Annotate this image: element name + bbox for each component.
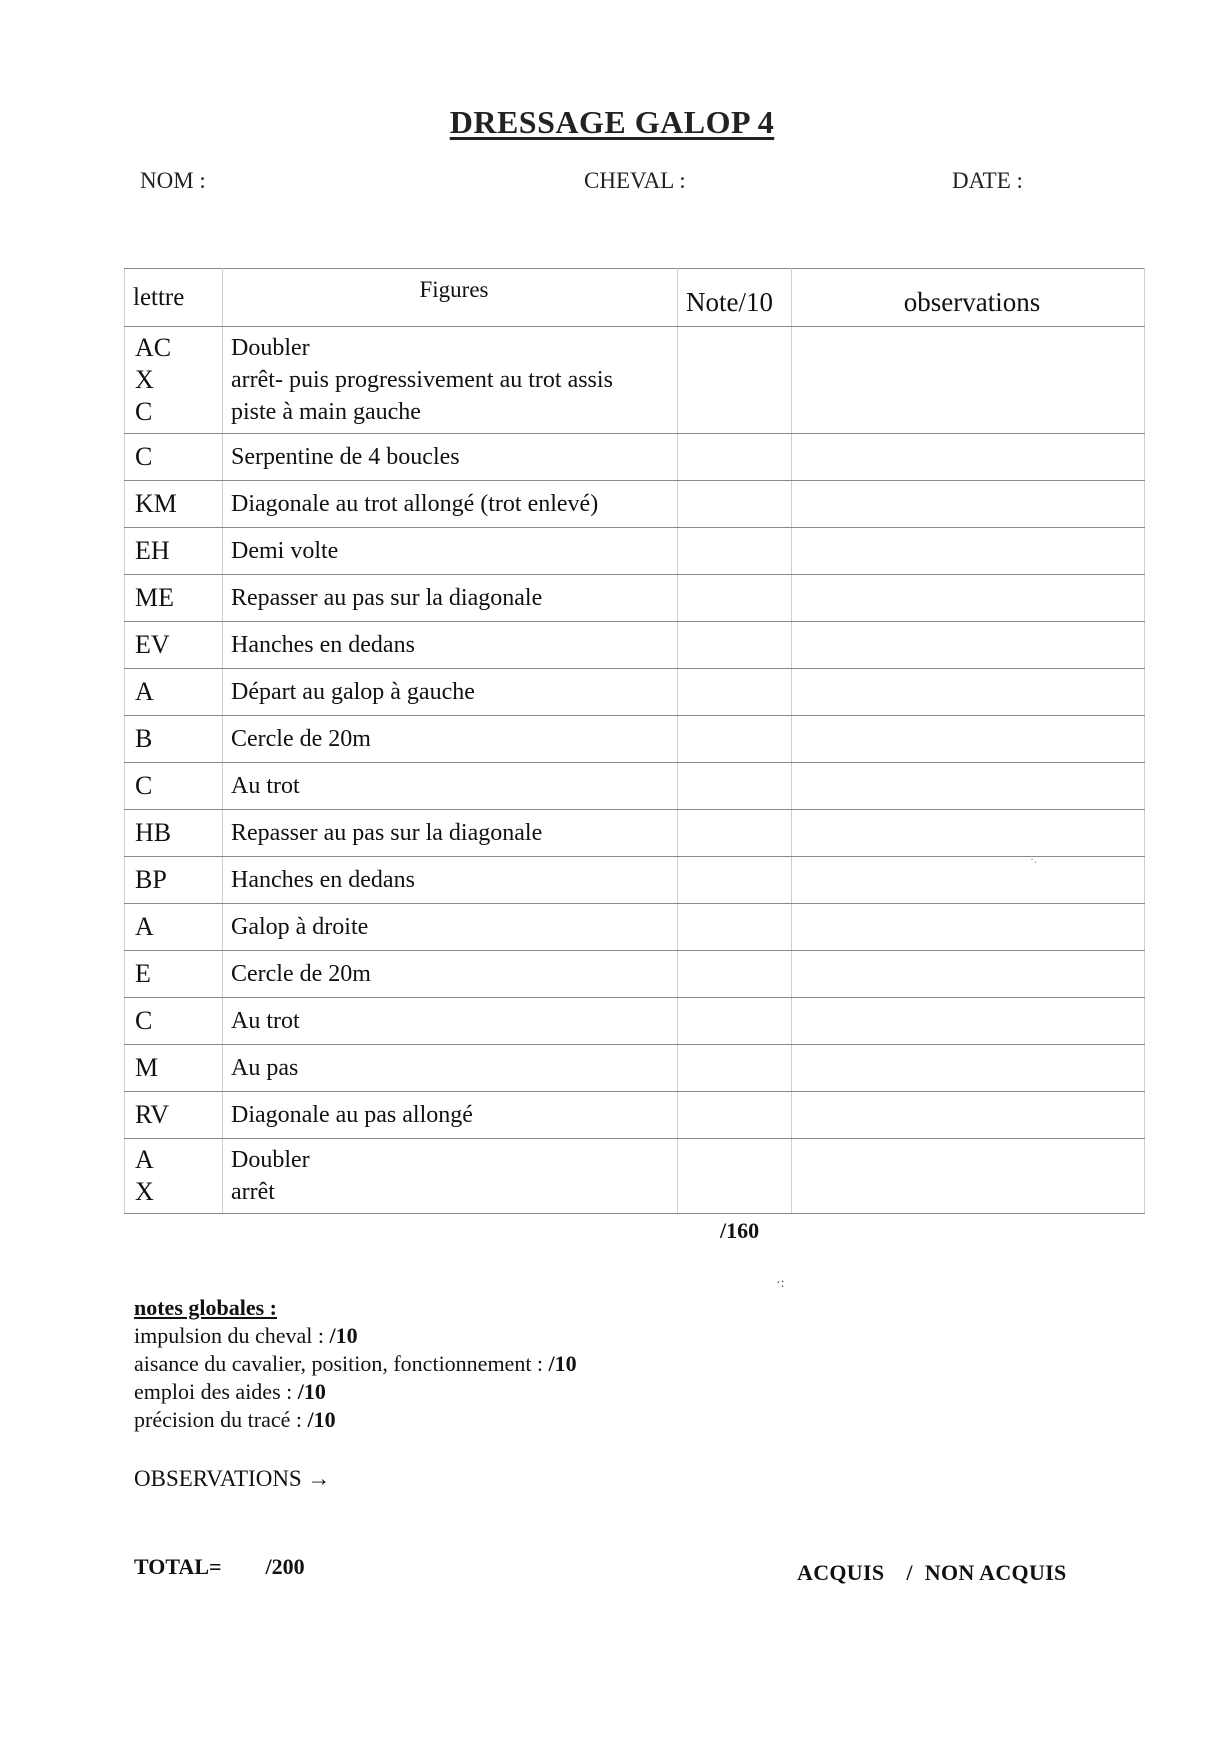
result-line	[797, 1560, 1067, 1586]
notes-globales-title: notes globales :	[134, 1295, 277, 1320]
cell-figure	[223, 434, 678, 481]
page-title: DRESSAGE GALOP 4	[449, 104, 775, 140]
cell-lettre	[125, 716, 223, 763]
cell-figure	[223, 857, 678, 904]
note-globale-label: emploi des aides :	[134, 1379, 293, 1404]
cell-note[interactable]	[678, 1092, 792, 1139]
date-field-label: DATE :	[952, 168, 1023, 193]
nom-field-label: NOM :	[140, 168, 206, 193]
cell-note[interactable]	[678, 1045, 792, 1092]
cell-lettre	[125, 622, 223, 669]
table-row	[125, 951, 1145, 998]
cell-note[interactable]	[678, 951, 792, 998]
figure-text: Repasser au pas sur la diagonale	[231, 585, 543, 611]
cell-observations[interactable]	[792, 1045, 1145, 1092]
table-row	[125, 1045, 1145, 1092]
table-row	[125, 575, 1145, 622]
col-header-lettre: lettre	[125, 269, 223, 327]
figure-text: Diagonale au trot allongé (trot enlevé)	[231, 491, 599, 517]
cell-observations[interactable]	[792, 575, 1145, 622]
cell-observations[interactable]	[792, 1092, 1145, 1139]
cell-figure	[223, 1092, 678, 1139]
cell-observations[interactable]	[792, 669, 1145, 716]
figure-text: Doubler	[231, 335, 310, 361]
cell-note[interactable]	[678, 998, 792, 1045]
note-globale-label: impulsion du cheval :	[134, 1323, 325, 1348]
cell-figure	[223, 528, 678, 575]
note-globale-score: /10	[548, 1351, 577, 1376]
observations-label: OBSERVATIONS →	[134, 1466, 331, 1491]
cell-observations[interactable]	[792, 716, 1145, 763]
cell-lettre	[125, 810, 223, 857]
lettre-text: M	[135, 1053, 159, 1082]
figure-text: Cercle de 20m	[231, 726, 371, 752]
lettre-text: E	[135, 959, 151, 988]
scan-speck: ·:	[776, 1276, 785, 1291]
figure-text: arrêt- puis progressivement au trot assis	[231, 367, 613, 393]
lettre-text: A	[135, 677, 154, 706]
table-row	[125, 622, 1145, 669]
lettre-text: A	[135, 1145, 154, 1174]
cell-lettre	[125, 904, 223, 951]
cell-figure	[223, 1139, 678, 1214]
cell-lettre	[125, 1092, 223, 1139]
figure-text: piste à main gauche	[231, 399, 421, 425]
cell-observations[interactable]	[792, 810, 1145, 857]
lettre-text: RV	[135, 1100, 170, 1129]
cell-observations[interactable]	[792, 904, 1145, 951]
cell-observations[interactable]	[792, 951, 1145, 998]
cell-note[interactable]	[678, 327, 792, 434]
lettre-text: C	[135, 1006, 153, 1035]
cheval-field-label: CHEVAL :	[584, 168, 686, 193]
cell-note[interactable]	[678, 575, 792, 622]
note-globale-score: /10	[329, 1323, 358, 1348]
cell-observations[interactable]	[792, 1139, 1145, 1214]
lettre-text: X	[135, 1177, 154, 1206]
cell-observations[interactable]	[792, 434, 1145, 481]
cell-figure	[223, 716, 678, 763]
cell-observations[interactable]	[792, 622, 1145, 669]
figure-text: Départ au galop à gauche	[231, 679, 475, 705]
cell-note[interactable]	[678, 434, 792, 481]
table-header-row	[125, 269, 1145, 327]
cell-figure	[223, 810, 678, 857]
cell-lettre	[125, 669, 223, 716]
cell-note[interactable]	[678, 810, 792, 857]
table-row	[125, 434, 1145, 481]
figure-text: Au pas	[231, 1055, 299, 1081]
cell-lettre	[125, 1139, 223, 1214]
figure-text: Au trot	[231, 1008, 300, 1034]
total-label: TOTAL=	[134, 1554, 222, 1579]
cell-figure	[223, 481, 678, 528]
cell-lettre	[125, 528, 223, 575]
figure-text: Diagonale au pas allongé	[231, 1102, 473, 1128]
figure-text: Galop à droite	[231, 914, 369, 940]
lettre-text: KM	[135, 489, 177, 518]
cell-note[interactable]	[678, 763, 792, 810]
table-row	[125, 810, 1145, 857]
table-row	[125, 904, 1145, 951]
cell-note[interactable]	[678, 857, 792, 904]
note-globale-item	[134, 1322, 577, 1350]
figure-text: Hanches en dedans	[231, 867, 415, 893]
lettre-text: ME	[135, 583, 174, 612]
lettre-text: EV	[135, 630, 170, 659]
table-row	[125, 481, 1145, 528]
result-separator: /	[906, 1560, 913, 1585]
cell-figure	[223, 1045, 678, 1092]
cell-note[interactable]	[678, 1139, 792, 1214]
cell-lettre	[125, 998, 223, 1045]
cell-figure	[223, 622, 678, 669]
lettre-text: BP	[135, 865, 167, 894]
note-globale-score: /10	[307, 1407, 336, 1432]
cell-observations[interactable]	[792, 857, 1145, 904]
lettre-text: C	[135, 442, 153, 471]
figure-text: Doubler	[231, 1147, 310, 1173]
scan-speck: ·.	[1030, 852, 1037, 866]
cell-figure	[223, 763, 678, 810]
notes-globales	[134, 1294, 577, 1434]
cell-observations[interactable]	[792, 528, 1145, 575]
cell-figure	[223, 904, 678, 951]
cell-lettre	[125, 1045, 223, 1092]
cell-note[interactable]	[678, 622, 792, 669]
lettre-text: C	[135, 771, 153, 800]
lettre-text: AC	[135, 333, 172, 362]
subtotal-160: /160	[720, 1218, 760, 1243]
lettre-text: C	[135, 397, 153, 426]
figure-text: Cercle de 20m	[231, 961, 371, 987]
lettre-text: A	[135, 912, 154, 941]
cell-lettre	[125, 575, 223, 622]
cell-lettre	[125, 434, 223, 481]
table-row	[125, 1139, 1145, 1214]
lettre-text: HB	[135, 818, 172, 847]
figure-text: Au trot	[231, 773, 300, 799]
note-globale-item	[134, 1378, 577, 1406]
cell-figure	[223, 951, 678, 998]
cell-note[interactable]	[678, 669, 792, 716]
cell-lettre	[125, 763, 223, 810]
col-header-note: Note/10	[678, 269, 792, 327]
cell-lettre	[125, 857, 223, 904]
lettre-text: B	[135, 724, 153, 753]
cell-figure	[223, 575, 678, 622]
cell-note[interactable]	[678, 904, 792, 951]
table-row	[125, 528, 1145, 575]
table-row	[125, 716, 1145, 763]
note-globale-item	[134, 1350, 577, 1378]
cell-figure	[223, 327, 678, 434]
cell-figure	[223, 669, 678, 716]
cell-note[interactable]	[678, 528, 792, 575]
total-line	[134, 1554, 305, 1580]
col-header-observations: observations	[792, 269, 1145, 327]
non-acquis-label: NON ACQUIS	[924, 1560, 1067, 1585]
figure-text: Hanches en dedans	[231, 632, 415, 658]
figure-text: Serpentine de 4 boucles	[231, 444, 460, 470]
lettre-text: X	[135, 365, 154, 394]
col-header-figures: Figures	[223, 269, 678, 327]
table-row	[125, 857, 1145, 904]
figure-text: Demi volte	[231, 538, 339, 564]
note-globale-label: aisance du cavalier, position, fonctionnement :	[134, 1351, 544, 1376]
note-globale-score: /10	[297, 1379, 326, 1404]
cell-observations[interactable]	[792, 481, 1145, 528]
table-row	[125, 669, 1145, 716]
cell-note[interactable]	[678, 716, 792, 763]
lettre-text: EH	[135, 536, 170, 565]
cell-observations[interactable]	[792, 327, 1145, 434]
cell-observations[interactable]	[792, 998, 1145, 1045]
total-value: /200	[265, 1554, 305, 1579]
score-table	[124, 268, 1145, 1214]
table-row	[125, 998, 1145, 1045]
cell-observations[interactable]	[792, 763, 1145, 810]
note-globale-label: précision du tracé :	[134, 1407, 302, 1432]
cell-lettre	[125, 327, 223, 434]
table-row	[125, 327, 1145, 434]
table-row	[125, 763, 1145, 810]
cell-note[interactable]	[678, 481, 792, 528]
cell-lettre	[125, 481, 223, 528]
figure-text: arrêt	[231, 1179, 275, 1205]
acquis-label: ACQUIS	[797, 1560, 885, 1585]
cell-figure	[223, 998, 678, 1045]
figure-text: Repasser au pas sur la diagonale	[231, 820, 543, 846]
table-row	[125, 1092, 1145, 1139]
note-globale-item	[134, 1406, 577, 1434]
cell-lettre	[125, 951, 223, 998]
